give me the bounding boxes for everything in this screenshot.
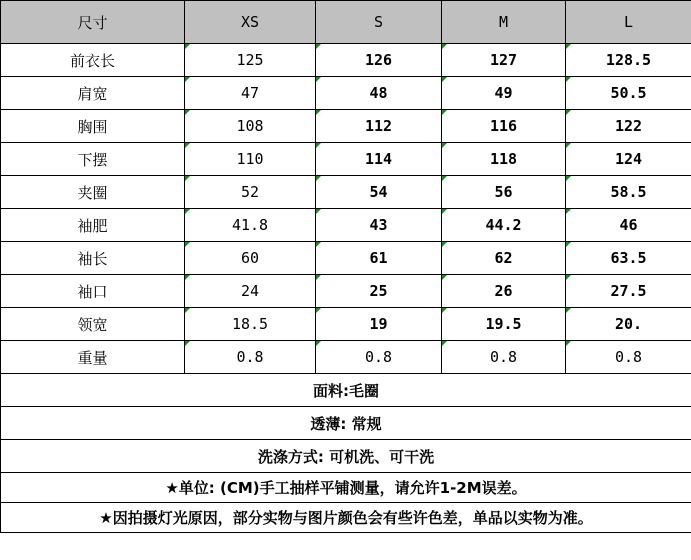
fabric-note: 面料:毛圈 bbox=[1, 374, 691, 407]
washing-note: 洗涤方式: 可机洗、可干洗 bbox=[1, 440, 691, 473]
cell-l: 50.5 bbox=[566, 77, 691, 110]
cell-xs: 47 bbox=[185, 77, 316, 110]
row-label: 肩宽 bbox=[1, 77, 185, 110]
transparency-note: 透薄: 常规 bbox=[1, 407, 691, 440]
unit-note: ★单位: (CM)手工抽样平铺测量，请允许1-2M误差。 bbox=[1, 473, 691, 503]
note-row-fabric bbox=[1, 374, 691, 407]
table-row bbox=[1, 209, 691, 242]
cell-s: 19 bbox=[316, 308, 442, 341]
cell-s: 25 bbox=[316, 275, 442, 308]
table-row bbox=[1, 176, 691, 209]
cell-m: 118 bbox=[442, 143, 566, 176]
cell-s: 43 bbox=[316, 209, 442, 242]
table-row bbox=[1, 275, 691, 308]
note-row-washing bbox=[1, 440, 691, 473]
cell-s: 112 bbox=[316, 110, 442, 143]
cell-m: 0.8 bbox=[442, 341, 566, 374]
header-size-label: 尺寸 bbox=[1, 1, 185, 44]
cell-s: 114 bbox=[316, 143, 442, 176]
row-label: 夹圈 bbox=[1, 176, 185, 209]
table-row bbox=[1, 110, 691, 143]
cell-xs: 41.8 bbox=[185, 209, 316, 242]
row-label: 领宽 bbox=[1, 308, 185, 341]
cell-s: 126 bbox=[316, 44, 442, 77]
cell-m: 49 bbox=[442, 77, 566, 110]
cell-s: 61 bbox=[316, 242, 442, 275]
cell-l: 124 bbox=[566, 143, 691, 176]
table-row bbox=[1, 77, 691, 110]
header-row bbox=[1, 1, 691, 44]
note-row-color bbox=[1, 503, 691, 533]
cell-xs: 110 bbox=[185, 143, 316, 176]
cell-xs: 18.5 bbox=[185, 308, 316, 341]
row-label: 袖长 bbox=[1, 242, 185, 275]
cell-xs: 52 bbox=[185, 176, 316, 209]
cell-s: 0.8 bbox=[316, 341, 442, 374]
row-label: 胸围 bbox=[1, 110, 185, 143]
cell-l: 0.8 bbox=[566, 341, 691, 374]
cell-xs: 125 bbox=[185, 44, 316, 77]
cell-m: 127 bbox=[442, 44, 566, 77]
row-label: 袖肥 bbox=[1, 209, 185, 242]
header-xs: XS bbox=[185, 1, 316, 44]
table-row bbox=[1, 143, 691, 176]
table-row bbox=[1, 44, 691, 77]
note-row-transparency bbox=[1, 407, 691, 440]
row-label: 下摆 bbox=[1, 143, 185, 176]
cell-l: 46 bbox=[566, 209, 691, 242]
cell-l: 20. bbox=[566, 308, 691, 341]
header-l: L bbox=[566, 1, 691, 44]
row-label: 袖口 bbox=[1, 275, 185, 308]
header-s: S bbox=[316, 1, 442, 44]
cell-m: 116 bbox=[442, 110, 566, 143]
note-row-unit bbox=[1, 473, 691, 503]
cell-m: 26 bbox=[442, 275, 566, 308]
cell-xs: 0.8 bbox=[185, 341, 316, 374]
row-label: 重量 bbox=[1, 341, 185, 374]
cell-l: 58.5 bbox=[566, 176, 691, 209]
cell-s: 48 bbox=[316, 77, 442, 110]
cell-xs: 108 bbox=[185, 110, 316, 143]
table-row bbox=[1, 242, 691, 275]
color-difference-note: ★因拍摄灯光原因，部分实物与图片颜色会有些许色差，单品以实物为准。 bbox=[1, 503, 691, 533]
table-row bbox=[1, 341, 691, 374]
row-label: 前衣长 bbox=[1, 44, 185, 77]
cell-l: 128.5 bbox=[566, 44, 691, 77]
cell-l: 27.5 bbox=[566, 275, 691, 308]
cell-xs: 24 bbox=[185, 275, 316, 308]
cell-s: 54 bbox=[316, 176, 442, 209]
table-row bbox=[1, 308, 691, 341]
cell-l: 122 bbox=[566, 110, 691, 143]
cell-m: 19.5 bbox=[442, 308, 566, 341]
cell-l: 63.5 bbox=[566, 242, 691, 275]
header-m: M bbox=[442, 1, 566, 44]
cell-m: 44.2 bbox=[442, 209, 566, 242]
cell-m: 62 bbox=[442, 242, 566, 275]
cell-xs: 60 bbox=[185, 242, 316, 275]
cell-m: 56 bbox=[442, 176, 566, 209]
